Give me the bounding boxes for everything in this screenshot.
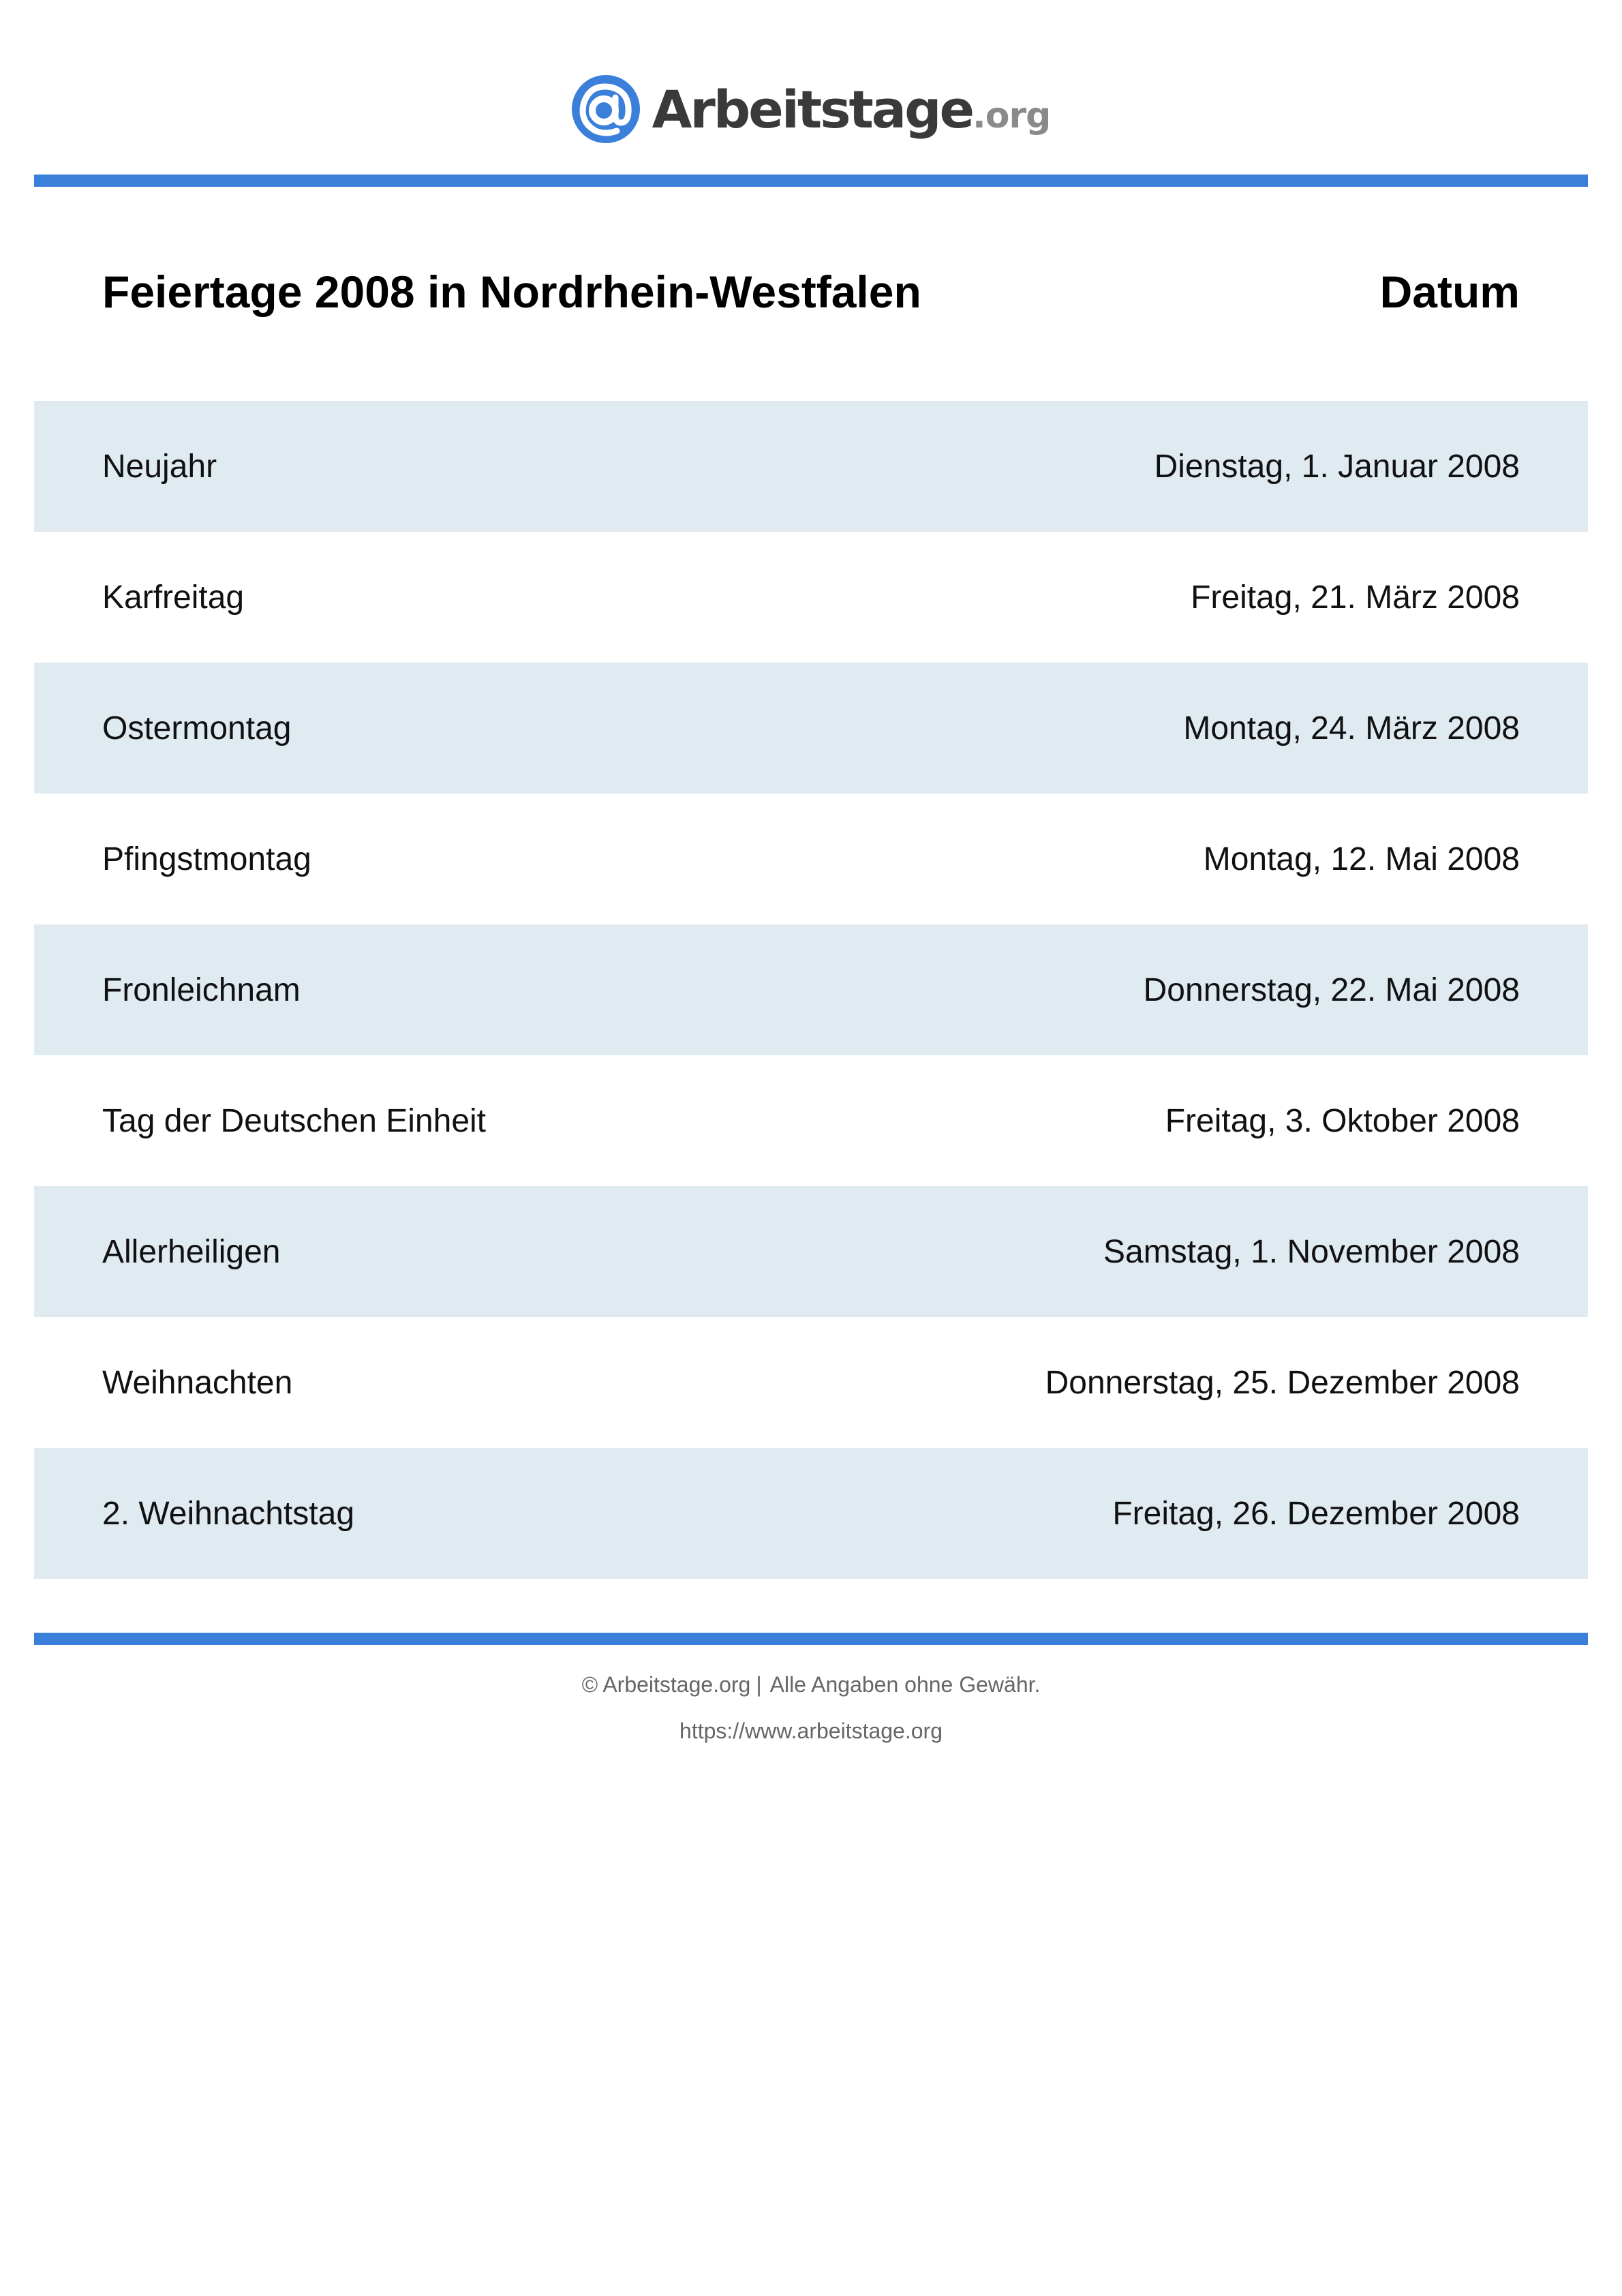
holiday-name: Ostermontag bbox=[102, 710, 292, 746]
holiday-date: Donnerstag, 25. Dezember 2008 bbox=[1045, 1364, 1520, 1401]
holiday-name: Weihnachten bbox=[102, 1364, 293, 1401]
holiday-date: Montag, 12. Mai 2008 bbox=[1203, 841, 1520, 877]
holiday-table bbox=[34, 401, 1588, 1579]
footer-copyright[interactable]: © Arbeitstage.org bbox=[581, 1672, 751, 1697]
footer-url[interactable]: https://www.arbeitstage.org bbox=[679, 1719, 943, 1743]
table-row bbox=[34, 1448, 1588, 1579]
table-row bbox=[34, 794, 1588, 924]
footer-divider bbox=[34, 1633, 1588, 1645]
holiday-date: Samstag, 1. November 2008 bbox=[1103, 1233, 1520, 1270]
logo-brand-text: Arbeitstage bbox=[652, 78, 973, 140]
table-row bbox=[34, 1055, 1588, 1186]
table-row bbox=[34, 663, 1588, 794]
holiday-name: 2. Weihnachtstag bbox=[102, 1495, 355, 1532]
holiday-name: Pfingstmontag bbox=[102, 841, 311, 877]
table-row bbox=[34, 1186, 1588, 1317]
holiday-date: Donnerstag, 22. Mai 2008 bbox=[1143, 971, 1520, 1008]
footer-notice bbox=[0, 1672, 1622, 1697]
holiday-date: Dienstag, 1. Januar 2008 bbox=[1154, 448, 1520, 485]
table-row bbox=[34, 924, 1588, 1055]
holiday-name: Fronleichnam bbox=[102, 971, 301, 1008]
header-divider bbox=[34, 175, 1588, 187]
holiday-name: Neujahr bbox=[102, 448, 217, 485]
table-row bbox=[34, 401, 1588, 532]
table-row bbox=[34, 1317, 1588, 1448]
logo-tld-text: .org bbox=[973, 95, 1051, 136]
footer-disclaimer: Alle Angaben ohne Gewähr. bbox=[769, 1672, 1041, 1697]
logo-wordmark bbox=[652, 79, 1051, 140]
site-logo[interactable] bbox=[0, 74, 1622, 145]
page-title: Feiertage 2008 in Nordrhein-Westfalen bbox=[102, 267, 921, 317]
table-header bbox=[34, 259, 1588, 324]
date-column-header: Datum bbox=[1379, 267, 1520, 317]
holiday-date: Freitag, 3. Oktober 2008 bbox=[1165, 1102, 1520, 1139]
footer-url-line bbox=[0, 1719, 1622, 1744]
at-sign-icon bbox=[572, 75, 640, 143]
holiday-date: Freitag, 26. Dezember 2008 bbox=[1112, 1495, 1520, 1532]
holiday-name: Tag der Deutschen Einheit bbox=[102, 1102, 487, 1139]
footer-separator: | bbox=[756, 1672, 762, 1697]
table-row bbox=[34, 532, 1588, 663]
holiday-name: Karfreitag bbox=[102, 579, 245, 616]
holiday-date: Montag, 24. März 2008 bbox=[1183, 710, 1520, 746]
holiday-name: Allerheiligen bbox=[102, 1233, 281, 1270]
holiday-date: Freitag, 21. März 2008 bbox=[1191, 579, 1520, 616]
